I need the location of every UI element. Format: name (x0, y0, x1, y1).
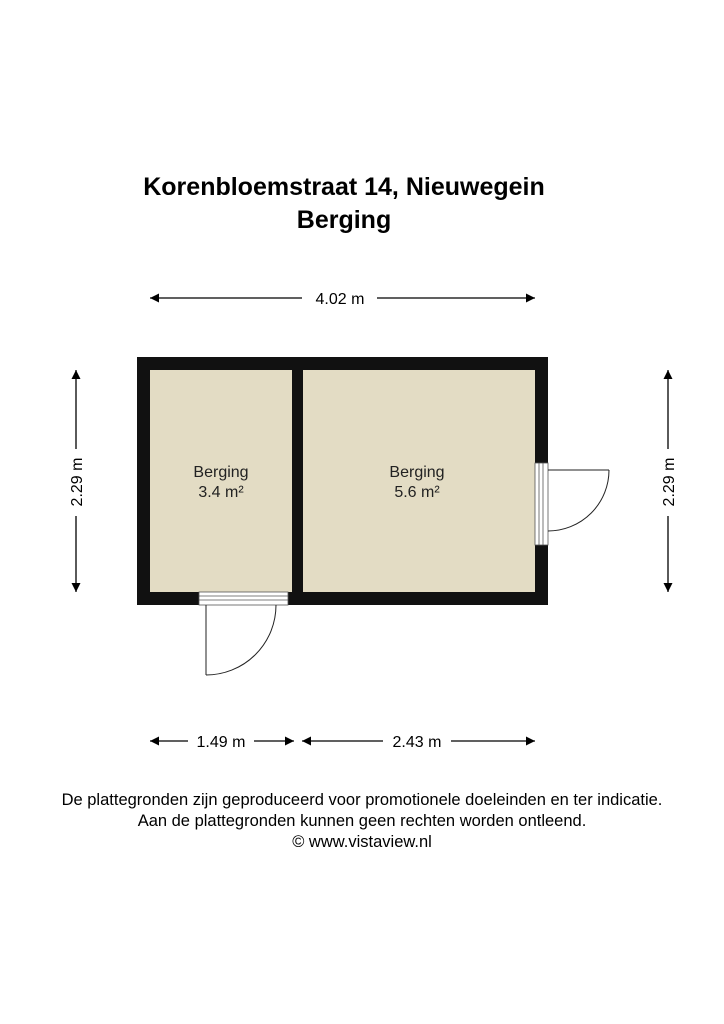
door-right (535, 463, 609, 545)
address-title: Korenbloemstraat 14, Nieuwegein (143, 173, 545, 201)
copyright-link[interactable]: © www.vistaview.nl (292, 833, 432, 851)
wall-bottom-right-segment (288, 592, 548, 605)
wall-top (137, 357, 548, 370)
disclaimer-line-2: Aan de plattegronden kunnen geen rechten worden ontleend. (137, 812, 587, 830)
dim-label-left: 2.29 m (69, 457, 86, 507)
disclaimer-line-1: De plattegronden zijn geproduceerd voor promotionele doeleinden en ter indicatie. (61, 791, 663, 809)
room-right-name: Berging (389, 464, 445, 481)
wall-right-upper (535, 357, 548, 463)
dim-label-bottom-left: 1.49 m (196, 734, 246, 751)
door-bottom-left (199, 592, 288, 675)
floor-title: Berging (296, 206, 392, 234)
wall-left (137, 357, 150, 605)
dim-label-top: 4.02 m (315, 291, 365, 308)
wall-bottom-left-segment (137, 592, 199, 605)
wall-right-lower (535, 545, 548, 605)
room-floor-right (303, 370, 536, 592)
room-left-area: 3.4 m² (198, 484, 244, 501)
wall-partition (292, 370, 303, 592)
room-right-area: 5.6 m² (394, 484, 440, 501)
dim-label-bottom-right: 2.43 m (392, 734, 442, 751)
room-floor-left (150, 370, 292, 592)
dim-label-right: 2.29 m (661, 457, 678, 507)
room-left-name: Berging (193, 464, 249, 481)
